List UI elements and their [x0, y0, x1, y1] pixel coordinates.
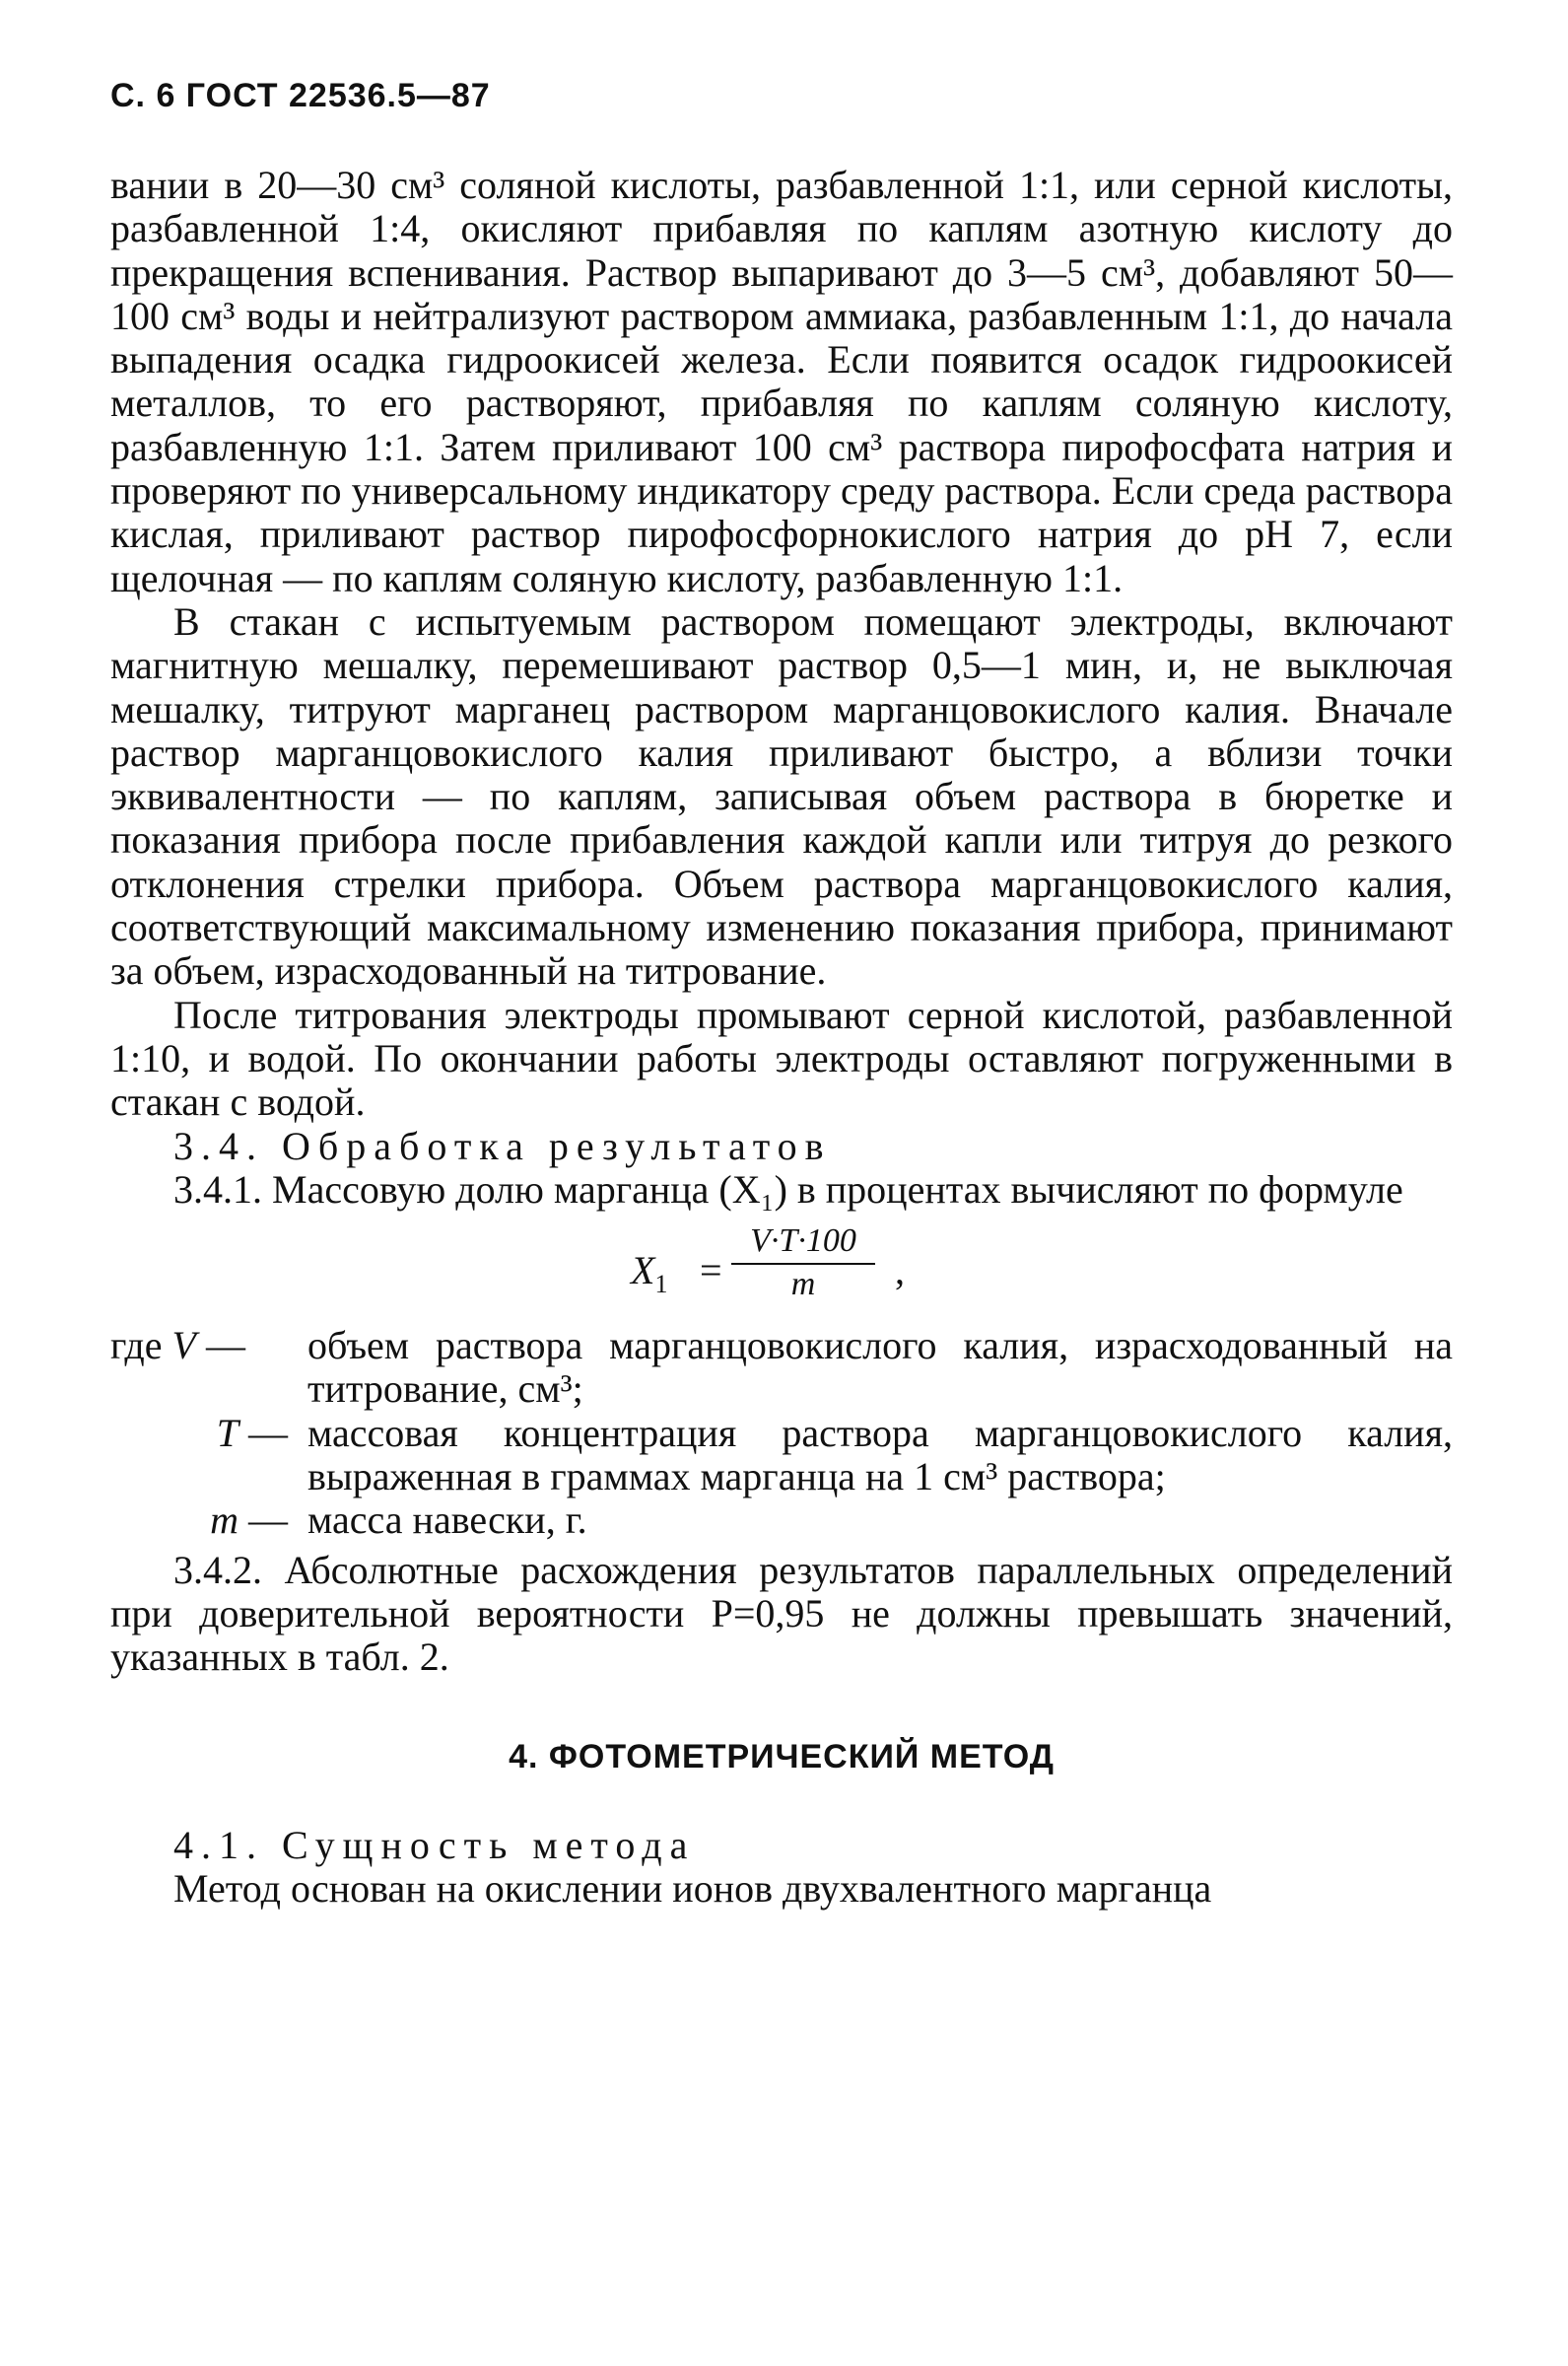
formula-numerator: V·T·100 — [731, 1221, 875, 1265]
definition-dash: — — [248, 1410, 288, 1455]
formula-comma: , — [895, 1248, 905, 1293]
formula-lhs: $X_1$ — [631, 1248, 668, 1299]
paragraph-continued: вании в 20—30 см³ соляной кислоты, разбавленной 1:1, или серной кислоты, разбавленной 1:4, окисляют прибавляя по каплям азотную кислоту до прекращения вспенивания. Раствор выпаривают до 3—5 см³, добавляют 50—100 см³ воды и нейтрализуют раствором аммиака, разбавленным 1:1, до начала выпадения осадка гидроокисей железа. Если появится осадок гидроокисей металлов, то его растворяют, прибавляя по каплям соляную кислоту, разбавленную 1:1. Затем приливают 100 см³ раствора пирофосфата натрия и проверяют по универсальному индикатору среду раствора. Если среда раствора кислая, приливают раствор пирофосфорнокислого натрия до pH 7, если щелочная — по каплям соляную кислоту, разбавленную 1:1. — [110, 163, 1453, 600]
definition-text: массовая концентрация раствора марганцовокислого калия, выраженная в граммах марганца на 1 см³ раствора; — [307, 1410, 1453, 1499]
definition-text: масса навески, г. — [307, 1497, 587, 1543]
formula-x1 — [110, 1219, 1453, 1318]
definition-symbol: V — [171, 1323, 196, 1368]
document-body — [110, 164, 1453, 1911]
definition-symbol: T — [216, 1410, 239, 1455]
definition-text: объем раствора марганцовокислого калия, израсходованный на титрование, см³; — [307, 1323, 1453, 1412]
variable-definitions — [110, 1324, 1453, 1542]
definition-dash: — — [205, 1323, 245, 1368]
section-3-4-2-text: 3.4.2. Абсолютные расхождения результатов параллельных определений при доверительной вероятности P=0,95 не должны превышать значений, указанных в табл. 2. — [110, 1547, 1453, 1680]
section-3-4-1-text: 3.4.1. Массовую долю марганца (X₁) в процентах вычисляют по формуле — [173, 1166, 1403, 1212]
definition-lead: где — [110, 1323, 163, 1368]
section-3-4-heading: 3.4. Обработка результатов — [173, 1123, 832, 1168]
definition-t — [110, 1412, 1453, 1499]
definition-m — [110, 1498, 1453, 1542]
formula-denominator: m — [790, 1266, 816, 1303]
section-4-title: 4. ФОТОМЕТРИЧЕСКИЙ МЕТОД — [509, 1737, 1055, 1775]
paragraph-titration: В стакан с испытуемым раствором помещают электроды, включают магнитную мешалку, перемешивают раствор 0,5—1 мин, и, не выключая мешалку, титруют марганец раствором марганцовокислого калия. Вначале раствор марганцовокислого калия приливают быстро, а вблизи точки эквивалентности — по каплям, записывая объем раствора в бюретке и показания прибора после прибавления каждой капли или титруя до резкого отклонения стрелки прибора. Объем раствора марганцовокислого калия, соответствующий максимальному изменению показания прибора, принимают за объем, израсходованный на титрование. — [110, 598, 1453, 994]
paragraph-electrodes: После титрования электроды промывают серной кислотой, разбавленной 1:10, и водой. По окончании работы электроды оставляют погруженными в стакан с водой. — [110, 992, 1453, 1125]
formula-fraction — [731, 1221, 875, 1304]
definition-symbol: m — [210, 1497, 239, 1543]
page-header: С. 6 ГОСТ 22536.5—87 — [110, 77, 491, 114]
section-4-1-heading: 4.1. Сущность метода — [173, 1822, 696, 1867]
formula-equals: = — [700, 1248, 722, 1293]
definition-dash: — — [248, 1497, 288, 1543]
paragraph-method: Метод основан на окислении ионов двухвалентного марганца — [173, 1866, 1212, 1912]
definition-v — [110, 1324, 1453, 1412]
